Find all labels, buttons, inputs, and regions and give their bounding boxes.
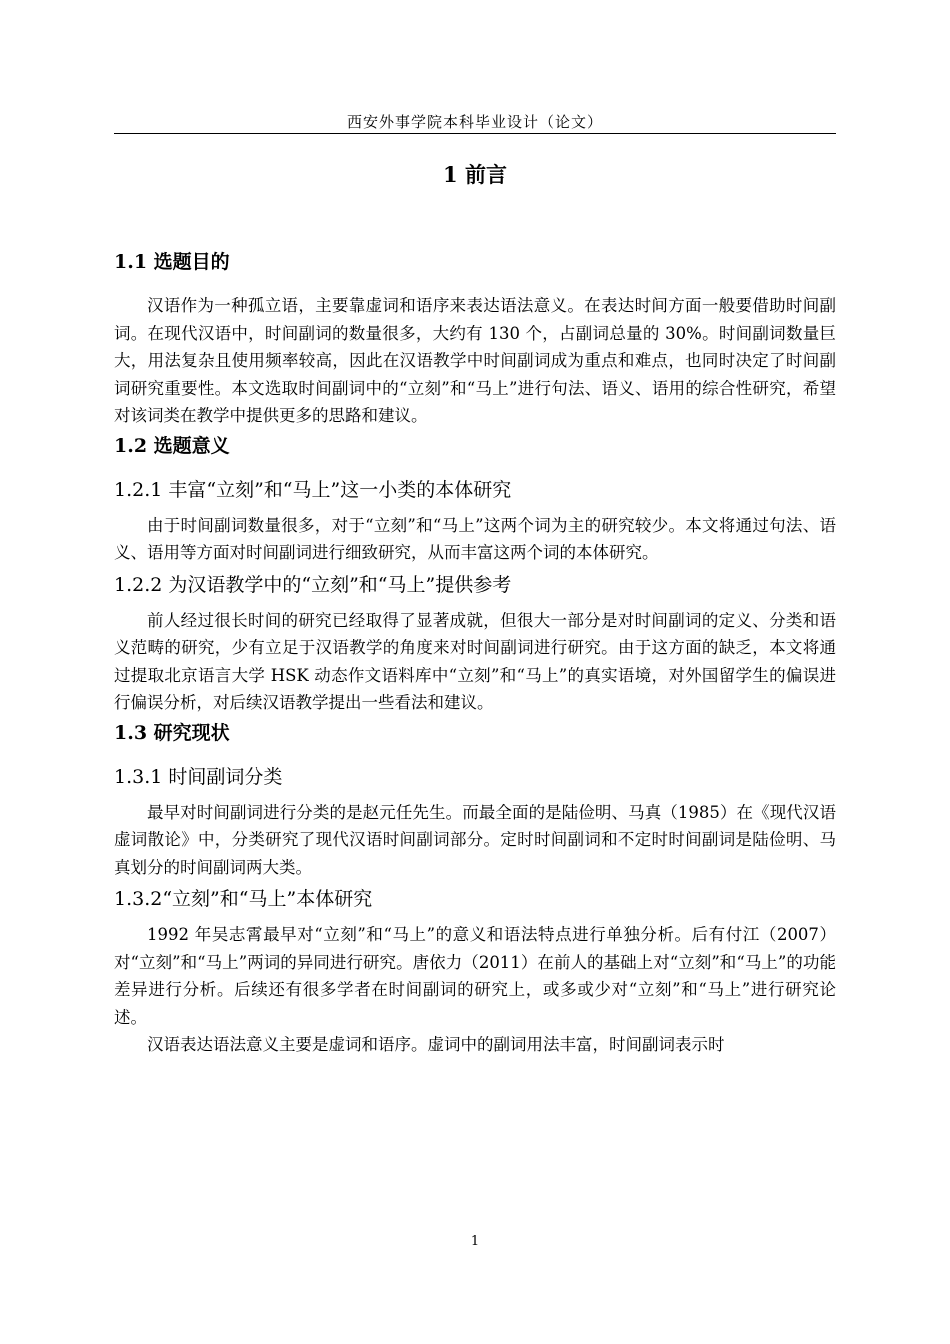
running-header: 西安外事学院本科毕业设计（论文） [346,113,603,131]
paragraph-1-3-2-a: 1992 年吴志霄最早对“立刻”和“马上”的意义和语法特点进行单独分析。后有付江（2007）对“立刻”和“马上”两词的异同进行研究。唐依力（2011）在前人的基础上对“立刻”和“马上”的功能差异进行分析。后续还有很多学者在时间副词的研究上，或多或少对“立刻”和“马上”进行研究论述。 [114,925,836,1027]
chapter-title: 1 前言 [443,162,507,187]
subsection-heading-1-2-1: 1.2.1 丰富“立刻”和“马上”这一小类的本体研究 [114,478,512,501]
subsection-heading-1-2-2: 1.2.2 为汉语教学中的“立刻”和“马上”提供参考 [114,573,512,596]
header-rule [114,133,836,134]
page-number: 1 [470,1234,480,1249]
subsection-heading-1-3-2: 1.3.2“立刻”和“马上”本体研究 [114,888,373,910]
paragraph-1-1: 汉语作为一种孤立语，主要靠虚词和语序来表达语法意义。在表达时间方面一般要借助时间副词。在现代汉语中，时间副词的数量很多，大约有 130 个，占副词总量的 30%。时间副词数量巨大，用法复杂且使用频率较高，因此在汉语教学中时间副词成为重点和难点，也同时决定了时间副词研究重要性。本文选取时间副词中的“立刻”和“马上”进行句法、语义、语用的综合性研究，希望对该词类在教学中提供更多的思路和建议。 [114,296,836,425]
paragraph-1-3-1: 最早对时间副词进行分类的是赵元任先生。而最全面的是陆俭明、马真（1985）在《现代汉语虚词散论》中，分类研究了现代汉语时间副词部分。定时时间副词和不定时时间副词是陆俭明、马真划分的时间副词两大类。 [114,802,836,877]
section-heading-1-1: 1.1 选题目的 [114,251,230,273]
paragraph-1-3-2-b: 汉语表达语法意义主要是虚词和语序。虚词中的副词用法丰富，时间副词表示时 [147,1035,725,1054]
document-page [114,0,836,1344]
subsection-heading-1-3-1: 1.3.1 时间副词分类 [114,765,283,788]
section-heading-1-2: 1.2 选题意义 [114,434,230,457]
paragraph-1-2-2: 前人经过很长时间的研究已经取得了显著成就，但很大一部分是对时间副词的定义、分类和语义范畴的研究，少有立足于汉语教学的角度来对时间副词进行研究。由于这方面的缺乏，本文将通过提取北京语言大学 HSK 动态作文语料库中“立刻”和“马上”的真实语境，对外国留学生的偏误进行偏误分析，对后续汉语教学提出一些看法和建议。 [114,610,836,712]
page-content [114,160,836,1059]
paragraph-1-2-1: 由于时间副词数量很多，对于“立刻”和“马上”这两个词为主的研究较少。本文将通过句法、语义、语用等方面对时间副词进行细致研究，从而丰富这两个词的本体研究。 [114,515,836,562]
section-heading-1-3: 1.3 研究现状 [114,721,230,744]
